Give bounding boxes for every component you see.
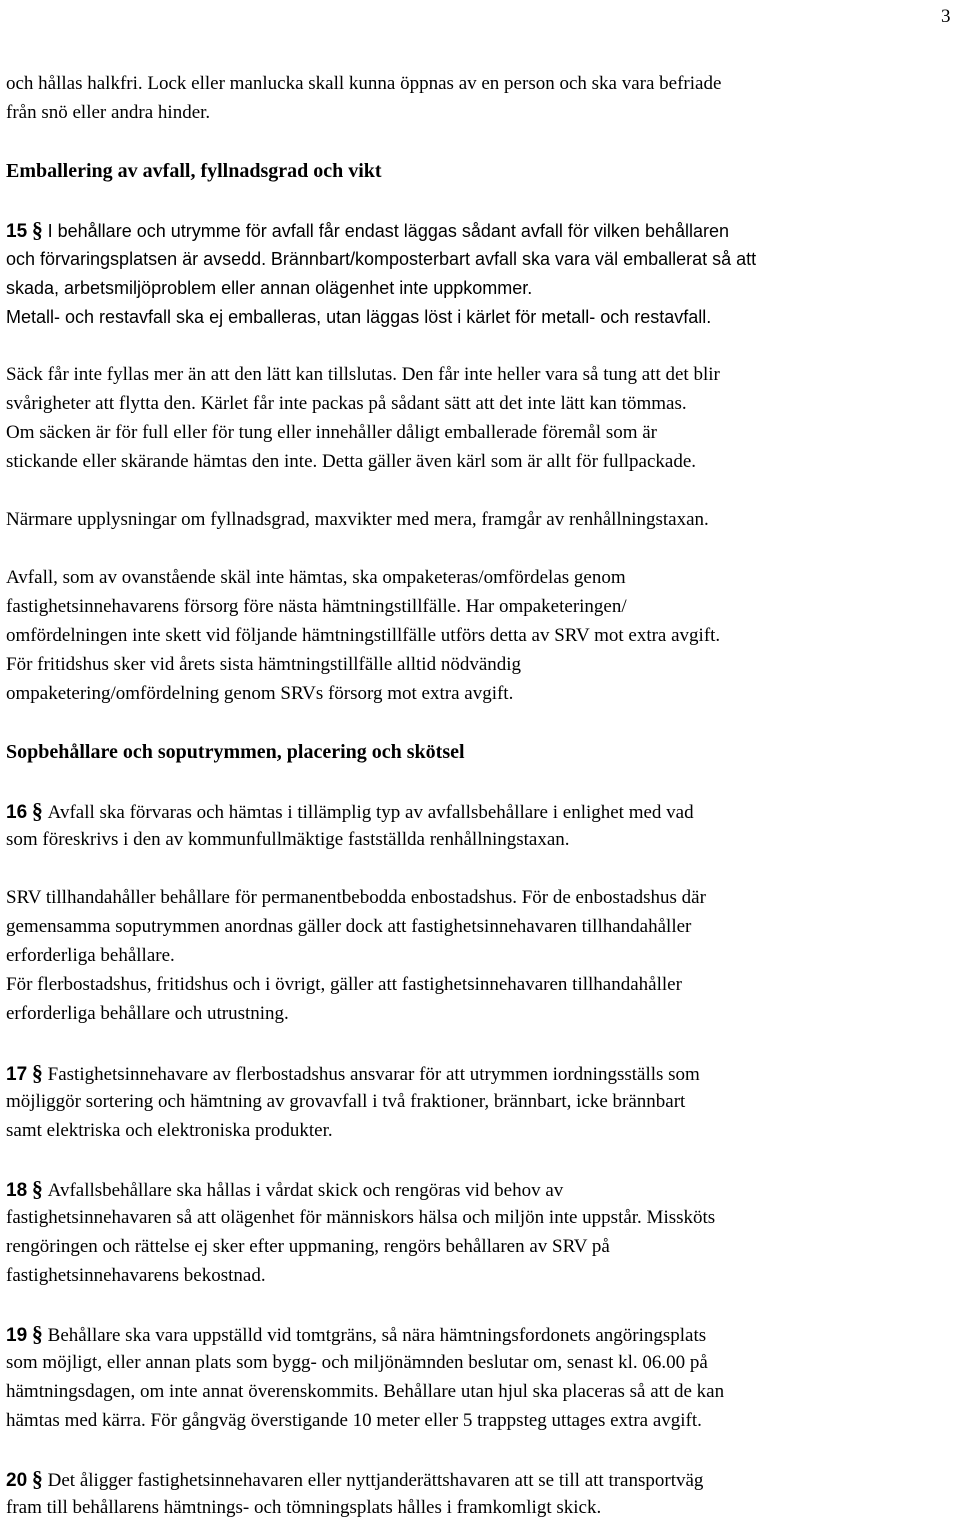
paragraph-19-first-line (6, 1322, 706, 1348)
paragraph-17-first-line (6, 1061, 700, 1087)
text-line: omfördelningen inte skett vid följande hämtningstillfälle utförs detta av SRV mot extra avgift. (6, 625, 721, 646)
text-line: Brännbart/komposterbart avfall ska vara väl emballerat så att (270, 249, 757, 269)
section-heading: Sopbehållare och soputrymmen, placering och skötsel (6, 741, 465, 763)
text-line: Behållare ska vara uppställd vid tomtgräns, så nära hämtningsfordonets angöringsplats (47, 1325, 707, 1346)
paragraph-15-second-line (6, 247, 756, 272)
section-sign-icon: § (31, 1176, 43, 1201)
text-line: Om säcken är för full eller för tung eller innehåller dåligt emballerade föremål som är (6, 422, 658, 443)
text-line: fram till behållarens hämtnings- och tömningsplats hålles i framkomligt skick. (6, 1497, 602, 1518)
text-line: ompaketering/omfördelning genom SRVs försorg mot extra avgift. (6, 683, 514, 704)
text-line: samt elektriska och elektroniska produkter. (6, 1120, 333, 1141)
page-number: 3 (941, 6, 951, 27)
paragraph-20-first-line (6, 1467, 703, 1493)
text-line: För flerbostadshus, fritidshus och i övrigt, gäller att fastighetsinnehavaren tillhandahåller (6, 974, 682, 995)
text-line: Det åligger fastighetsinnehavaren eller nyttjanderättshavaren att se till att transportväg (47, 1470, 704, 1491)
paragraph-16-first-line (6, 799, 694, 825)
text-line: som möjligt, eller annan plats som bygg- och miljönämnden beslutar om, senast kl. 06.00 på (6, 1352, 708, 1373)
text-line: och hållas halkfri. Lock eller manlucka skall kunna öppnas av en person och ska vara befriade (6, 73, 722, 94)
text-line: som föreskrivs i den av kommunfullmäktige fastställda renhållningstaxan. (6, 829, 570, 850)
text-line: erforderliga behållare och utrustning. (6, 1003, 289, 1024)
section-sign-icon: § (31, 217, 43, 242)
text-line: från snö eller andra hinder. (6, 102, 211, 123)
text-line: erforderliga behållare. (6, 945, 175, 966)
paragraph-number: 17 (6, 1064, 28, 1085)
paragraph-15-first-line (6, 218, 729, 244)
text-line: rengöringen och rättelse ej sker efter uppmaning, rengörs behållaren av SRV på (6, 1236, 610, 1257)
paragraph-number: 16 (6, 802, 28, 823)
text-line: fastighetsinnehavarens bekostnad. (6, 1265, 266, 1286)
text-line: Avfall, som av ovanstående skäl inte hämtas, ska ompaketeras/omfördelas genom (6, 567, 626, 588)
text-line: Avfallsbehållare ska hållas i vårdat skick och rengöras vid behov av (47, 1180, 564, 1201)
text-line: stickande eller skärande hämtas den inte. Detta gäller även kärl som är allt för fullpackade. (6, 451, 697, 472)
paragraph-number: 15 (6, 221, 28, 242)
text-line: skada, arbetsmiljöproblem eller annan olägenhet inte uppkommer. (6, 278, 533, 298)
section-sign-icon: § (31, 1060, 43, 1085)
paragraph-number: 18 (6, 1180, 28, 1201)
text-line: Avfall ska förvaras och hämtas i tillämplig typ av avfallsbehållare i enlighet med vad (47, 802, 694, 823)
paragraph-number: 20 (6, 1470, 28, 1491)
text-line: Fastighetsinnehavare av flerbostadshus ansvarar för att utrymmen iordningsställs som (47, 1064, 700, 1085)
section-heading: Emballering av avfall, fyllnadsgrad och vikt (6, 160, 382, 182)
text-line: Säck får inte fyllas mer än att den lätt kan tillslutas. Den får inte heller vara så tung att det blir (6, 364, 720, 385)
text-line: För fritidshus sker vid årets sista hämtningstillfälle alltid nödvändig (6, 654, 522, 675)
section-sign-icon: § (31, 1466, 43, 1491)
text-line: fastighetsinnehavaren så att olägenhet för människors hälsa och miljön inte uppstår. Missköts (6, 1207, 716, 1228)
text-line: möjliggör sortering och hämtning av grovavfall i två fraktioner, brännbart, icke brännbart (6, 1091, 686, 1112)
text-line: och förvaringsplatsen är avsedd. (6, 249, 267, 269)
paragraph-number: 19 (6, 1325, 28, 1346)
text-line: Närmare upplysningar om fyllnadsgrad, maxvikter med mera, framgår av renhållningstaxan. (6, 509, 709, 530)
text-line: hämtningsdagen, om inte annat överenskommits. Behållare utan hjul ska placeras så att de kan (6, 1381, 725, 1402)
text-line: gemensamma soputrymmen anordnas gäller dock att fastighetsinnehavaren tillhandahåller (6, 916, 692, 937)
text-line: hämtas med kärra. För gångväg överstigande 10 meter eller 5 trappsteg uttages extra avgift. (6, 1410, 702, 1431)
text-line: SRV tillhandahåller behållare för permanentbebodda enbostadshus. För de enbostadshus där (6, 887, 706, 908)
section-sign-icon: § (31, 798, 43, 823)
text-line: fastighetsinnehavarens försorg före nästa hämtningstillfälle. Har ompaketeringen/ (6, 596, 627, 617)
paragraph-18-first-line (6, 1177, 563, 1203)
text-line: svårigheter att flytta den. Kärlet får inte packas på sådant sätt att det inte lätt kan tömmas. (6, 393, 687, 414)
section-sign-icon: § (31, 1321, 43, 1346)
text-line: Metall- och restavfall ska ej emballeras, utan läggas löst i kärlet för metall- och restavfall. (6, 307, 712, 327)
text-line: I behållare och utrymme för avfall får endast läggas sådant avfall för vilken behållaren (47, 221, 730, 241)
